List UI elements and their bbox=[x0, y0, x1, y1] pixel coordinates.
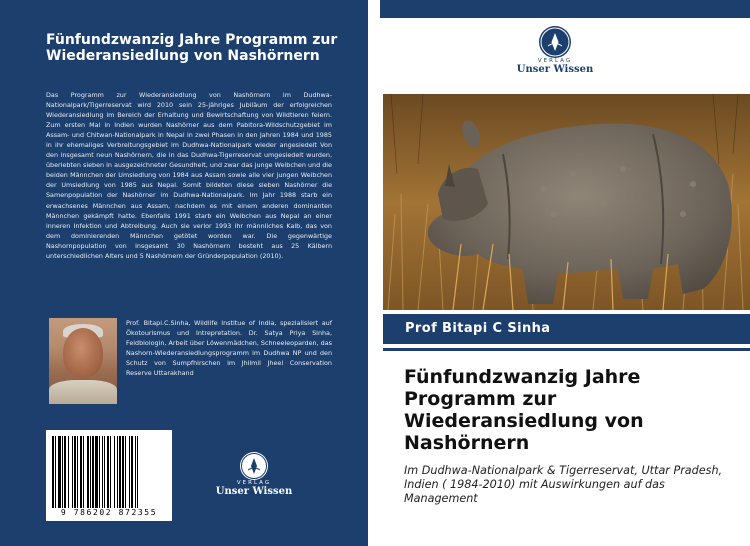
back-cover-title: Fünfundzwanzig Jahre Programm zur Wiederansiedlung von Nashörnern bbox=[46, 32, 338, 64]
front-cover-subtitle: Im Dudhwa-Nationalpark & Tigerreservat, Uttar Pradesh, Indien ( 1984-2010) mit Auswirkungen auf das Management bbox=[404, 464, 723, 505]
publisher-emblem-icon bbox=[240, 452, 268, 480]
barcode bbox=[46, 430, 172, 521]
back-cover-description: Das Programm zur Wiederansiedlung von Nashörnern im Dudhwa-Nationalpark/Tigerreservat wird 2010 sein 25-jähriges Jubiläum der erfolgreichen Wiederansiedlung im Bereich der Erhaltung und Bewirtschaftung von Wildtieren feiern. Zum ersten Mal in Indien wurden Nashörner aus dem Pabitora-Wildschutzgebiet im Assam- und Chitwan-Nationalpark in Nepal in zwei Phasen in den Jahren 1984 und 1985 in ihr ehemaliges Verbreitungsgebiet im Dudhwa-Nationalpark wieder angesiedelt Von den insgesamt neun Nashörnern, die in das Dudhwa-Tigerreservat umgesiedelt wurden, überlebten sieben in ausgezeichneter Gesundheit, und zwar das junge Weibchen und die beiden Männchen der Umsiedlung von 1984 aus Assam sowie alle vier jungen Weibchen der Umsiedlung von 1985 aus Nepal. Somit bildeten diese sieben Nashörner die Samenpopulation der Nashörner im Dudhwa-Nationalpark. Im Jahr 1988 starb ein erwachsenes Männchen aus Assam, nachdem es mit einem anderen dominanten Männchen gekämpft hatte. Ebenfalls 1991 starb ein Weibchen aus Nepal an einer inneren Infektion und Abtreibung. Auch sie verlor 1993 ihr männliches Kalb, das von dem dominierenden Männchen getötet worden war. Die gegenwärtige Nashornpopulation von insgesamt 30 Nashörnern besteht aus 25 Kälbern unterschiedlichen Alters und 5 Nashörnern der Gründerpopulation (2010). bbox=[46, 91, 332, 260]
publisher-verlag-label: VERLAG bbox=[537, 58, 573, 64]
divider bbox=[383, 348, 750, 351]
publisher-name: Unser Wissen bbox=[215, 486, 293, 497]
rhino-photo bbox=[383, 94, 750, 310]
author-band bbox=[383, 314, 750, 344]
front-author-name: Prof Bitapi C Sinha bbox=[405, 321, 551, 336]
back-cover bbox=[0, 0, 368, 546]
publisher-verlag-label: VERLAG bbox=[236, 480, 272, 486]
author-bio: Prof. Bitapi.C.Sinha, Wildlife Institue of India, spezialisiert auf Ökotourismus und Intrepretation. Dr. Satya Priya Sinha, Feldbiologin, Arbeit über Löwenmädchen, Schneeleoparden, das Nashorn-Wiederansiedlungsprogramm im Dudhwa NP und den Schutz von Sumpfhirschen im Jhilmil Jheel Conservation Reserve Uttarakhand bbox=[126, 319, 332, 378]
barcode-bars bbox=[52, 436, 166, 508]
publisher-emblem-icon bbox=[539, 26, 571, 58]
author-photo bbox=[49, 318, 117, 404]
publisher-name: Unser Wissen bbox=[516, 64, 594, 75]
front-top-strip bbox=[380, 0, 750, 18]
barcode-number: 9 786202 872355 bbox=[60, 508, 158, 517]
front-cover-title: Fünfundzwanzig Jahre Programm zur Wiederansiedlung von Nashörnern bbox=[404, 366, 644, 454]
spine bbox=[368, 0, 380, 546]
publisher-logo-back bbox=[214, 452, 294, 497]
publisher-logo-front bbox=[510, 26, 600, 75]
